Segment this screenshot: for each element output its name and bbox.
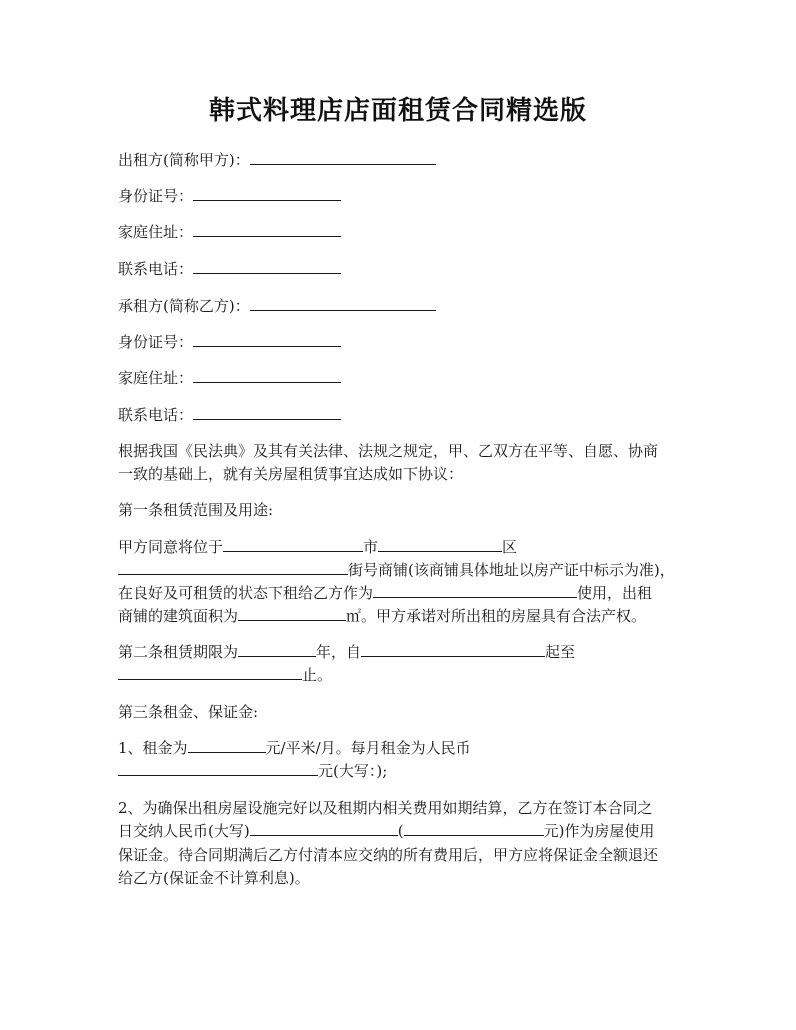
article1-text-purpose: 在良好及可租赁的状态下租给乙方作为 [118, 584, 374, 602]
lessor-phone-line [118, 257, 341, 281]
deposit-amount-field[interactable] [404, 820, 544, 836]
lessor-phone-field[interactable] [193, 258, 341, 274]
article2-text-term: 第二条租赁期限为 [118, 643, 239, 661]
purpose-field[interactable] [373, 582, 577, 598]
street-field[interactable] [118, 559, 348, 575]
start-date-field[interactable] [361, 641, 545, 657]
article1-text-area: 商铺的建筑面积为 [118, 607, 239, 625]
article1-line-4 [118, 604, 646, 628]
rent-text-rate: 1、租金为 [118, 739, 188, 757]
article2-text-end: 止。 [302, 666, 333, 684]
lessor-id-label: 身份证号： [118, 187, 194, 205]
article1-line-3 [118, 581, 652, 605]
article3-deposit-line-1: 2、为确保出租房屋设施完好以及租期内相关费用如期结算，乙方在签订本合同之 [118, 799, 653, 817]
preamble-line-1: 根据我国《民法典》及其有关法律、法规之规定，甲、乙双方在平等、自愿、协商 [118, 442, 659, 460]
article1-line-2 [118, 558, 675, 582]
lessee-id-line [118, 330, 341, 354]
lessor-name-label: 出租方(简称甲方)： [118, 151, 250, 169]
lessor-address-label: 家庭住址： [118, 223, 194, 241]
deposit-text-paren: ( [397, 822, 404, 840]
article3-deposit-line-3: 保证金。待合同期满后乙方付清本应交纳的所有费用后，甲方应将保证金全额退还 [118, 846, 659, 864]
article1-text-city: 市 [363, 538, 379, 556]
article2-text-to: 起至 [545, 643, 576, 661]
article2-line-2 [118, 663, 332, 687]
article3-rent-line-2 [118, 759, 387, 783]
article1-text-district: 区 [502, 538, 518, 556]
term-years-field[interactable] [238, 641, 316, 657]
rent-text-monthly: 元/平米/月。每月租金为人民币 [265, 739, 471, 757]
article1-text-use: 使用，出租 [577, 584, 653, 602]
article2-line-1 [118, 640, 575, 664]
article1-text-location: 甲方同意将位于 [118, 538, 224, 556]
lessor-name-field[interactable] [250, 149, 436, 165]
lessor-phone-label: 联系电话： [118, 260, 194, 278]
lessee-phone-field[interactable] [193, 404, 341, 420]
lessee-name-label: 承租方(简称乙方)： [118, 297, 250, 315]
article3-deposit-line-4: 给乙方(保证金不计算利息)。 [118, 869, 310, 887]
lessee-address-label: 家庭住址： [118, 369, 194, 387]
article1-line-1 [118, 535, 517, 559]
end-date-field[interactable] [118, 664, 302, 680]
lessee-id-label: 身份证号： [118, 333, 194, 351]
lessee-phone-label: 联系电话： [118, 406, 194, 424]
article1-text-ownership: ㎡。甲方承诺对所出租的房屋具有合法产权。 [346, 607, 647, 625]
lessee-name-field[interactable] [250, 295, 436, 311]
document-title: 韩式料理店店面租赁合同精选版 [208, 96, 587, 126]
lessor-id-field[interactable] [193, 185, 341, 201]
city-field[interactable] [223, 536, 363, 552]
monthly-rent-field[interactable] [118, 760, 318, 776]
lessee-address-field[interactable] [193, 367, 341, 383]
article3-deposit-line-2 [118, 819, 654, 843]
deposit-text-uppercase: 日交纳人民币(大写) [118, 822, 250, 840]
district-field[interactable] [378, 536, 502, 552]
article3-heading: 第三条租金、保证金: [118, 703, 259, 721]
article1-text-street: 街号商铺(该商铺具体地址以房产证中标示为准)， [348, 561, 675, 579]
lessor-address-field[interactable] [193, 221, 341, 237]
deposit-uppercase-field[interactable] [250, 820, 398, 836]
article1-heading: 第一条租赁范围及用途: [118, 501, 274, 519]
lessee-name-line [118, 294, 436, 318]
preamble-line-2: 一致的基础上，就有关房屋租赁事宜达成如下协议： [118, 465, 464, 483]
lessor-address-line [118, 220, 341, 244]
lessor-id-line [118, 184, 341, 208]
lessee-address-line [118, 366, 341, 390]
deposit-text-use: 元)作为房屋使用 [543, 822, 655, 840]
area-field[interactable] [238, 605, 346, 621]
rent-rate-field[interactable] [188, 737, 266, 753]
lessor-name-line [118, 148, 436, 172]
lessee-phone-line [118, 403, 341, 427]
rent-text-uppercase: 元(大写：); [318, 762, 388, 780]
article3-rent-line-1 [118, 736, 471, 760]
lessee-id-field[interactable] [193, 331, 341, 347]
article2-text-from: 年，自 [316, 643, 362, 661]
